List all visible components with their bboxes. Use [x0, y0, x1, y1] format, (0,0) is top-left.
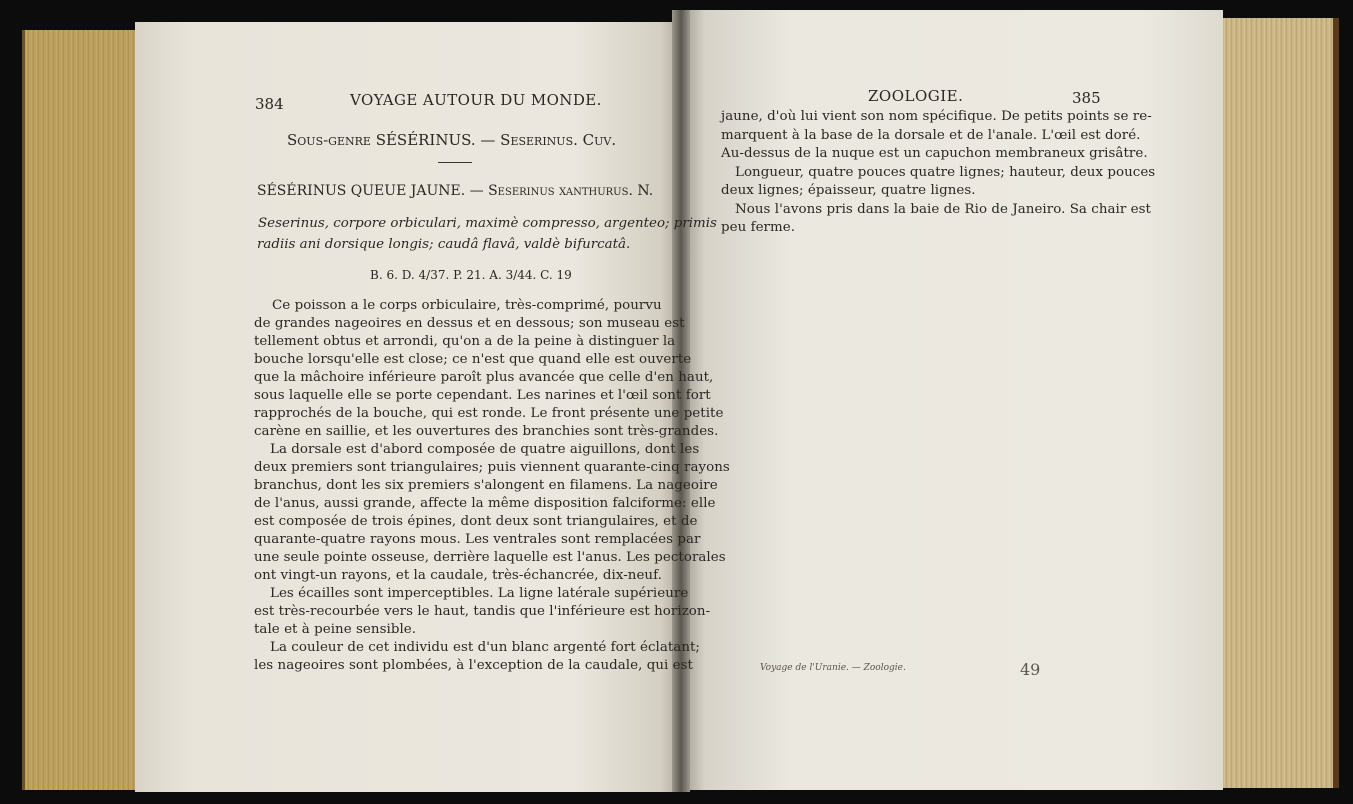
left-text-line: est composée de trois épines, dont deux sont triangulaires, et de — [254, 514, 698, 529]
latin-line-1: Seserinus, corpore orbiculari, maximè compresso, argenteo; primis — [258, 216, 717, 231]
species-title: SÉSÉRINUS QUEUE JAUNE. — Seserinus xanthurus. N. — [257, 183, 654, 199]
right-text-line: peu ferme. — [721, 220, 796, 235]
book-edge-left — [22, 30, 145, 790]
book-edge-right — [1218, 18, 1339, 788]
left-text-line: les nageoires sont plombées, à l'exception de la caudale, qui est — [254, 658, 693, 673]
left-text-line: branchus, dont les six premiers s'alongent en filamens. La nageoire — [254, 478, 718, 493]
right-text-line: Nous l'avons pris dans la baie de Rio de Janeiro. Sa chair est — [735, 201, 1151, 217]
right-text-line: Longueur, quatre pouces quatre lignes; hauteur, deux pouces — [735, 164, 1156, 180]
right-running-head: ZOOLOGIE. — [868, 87, 964, 105]
subgenus-heading: Sous-genre SÉSÉRINUS. — Seserinus. Cuv. — [287, 131, 617, 149]
right-text-line: jaune, d'où lui vient son nom spécifique. De petits points se re- — [721, 109, 1152, 124]
left-text-line: quarante-quatre rayons mous. Les ventrales sont remplacées par — [254, 532, 701, 547]
left-text-line: carène en saillie, et les ouvertures des branchies sont très-grandes. — [254, 424, 719, 439]
left-text-line: tellement obtus et arrondi, qu'on a de la peine à distinguer la — [254, 334, 676, 349]
latin-line-2: radiis ani dorsique longis; caudâ flavâ, valdè bifurcatâ. — [257, 237, 631, 252]
left-text-line: bouche lorsqu'elle est close; ce n'est que quand elle est ouverte — [254, 352, 692, 367]
left-text-line: ont vingt-un rayons, et la caudale, très-échancrée, dix-neuf. — [254, 568, 662, 583]
left-text-line: que la mâchoire inférieure paroît plus avancée que celle d'en haut, — [254, 370, 714, 385]
left-text-line: rapprochés de la bouche, qui est ronde. Le front présente une petite — [254, 406, 724, 421]
left-text-line: est très-recourbée vers le haut, tandis que l'inférieure est horizon- — [254, 604, 711, 619]
right-text-line: marquent à la base de la dorsale et de l'anale. L'œil est doré. — [721, 127, 1141, 143]
left-page-number: 384 — [255, 95, 284, 113]
left-text-line: de l'anus, aussi grande, affecte la même disposition falciforme: elle — [254, 496, 716, 511]
left-text-line: Ce poisson a le corps orbiculaire, très-comprimé, pourvu — [272, 298, 662, 313]
right-text-line: deux lignes; épaisseur, quatre lignes. — [721, 183, 976, 198]
left-text-line: tale et à peine sensible. — [254, 622, 417, 637]
right-page-number: 385 — [1072, 89, 1101, 107]
left-text-line: Les écailles sont imperceptibles. La ligne latérale supérieure — [270, 586, 689, 601]
page-footer: Voyage de l'Uranie. — Zoologie. — [760, 663, 906, 673]
left-text-line: sous laquelle elle se porte cependant. Les narines et l'œil sont fort — [254, 388, 711, 403]
left-text-line: de grandes nageoires en dessus et en dessous; son museau est — [254, 316, 685, 331]
left-text-line: deux premiers sont triangulaires; puis viennent quarante-cinq rayons — [254, 460, 730, 475]
left-running-head: VOYAGE AUTOUR DU MONDE. — [350, 91, 602, 109]
heading-rule — [438, 162, 472, 163]
left-text-line: une seule pointe osseuse, derrière laquelle est l'anus. Les pectorales — [254, 550, 726, 565]
left-text-line: La couleur de cet individu est d'un blanc argenté fort éclatant; — [270, 640, 700, 655]
left-text-line: La dorsale est d'abord composée de quatre aiguillons, dont les — [270, 442, 700, 457]
signature-mark: 49 — [1020, 660, 1041, 679]
fin-formula: B. 6. D. 4/37. P. 21. A. 3/44. C. 19 — [370, 268, 572, 282]
right-text-line: Au-dessus de la nuque est un capuchon membraneux grisâtre. — [721, 146, 1148, 161]
